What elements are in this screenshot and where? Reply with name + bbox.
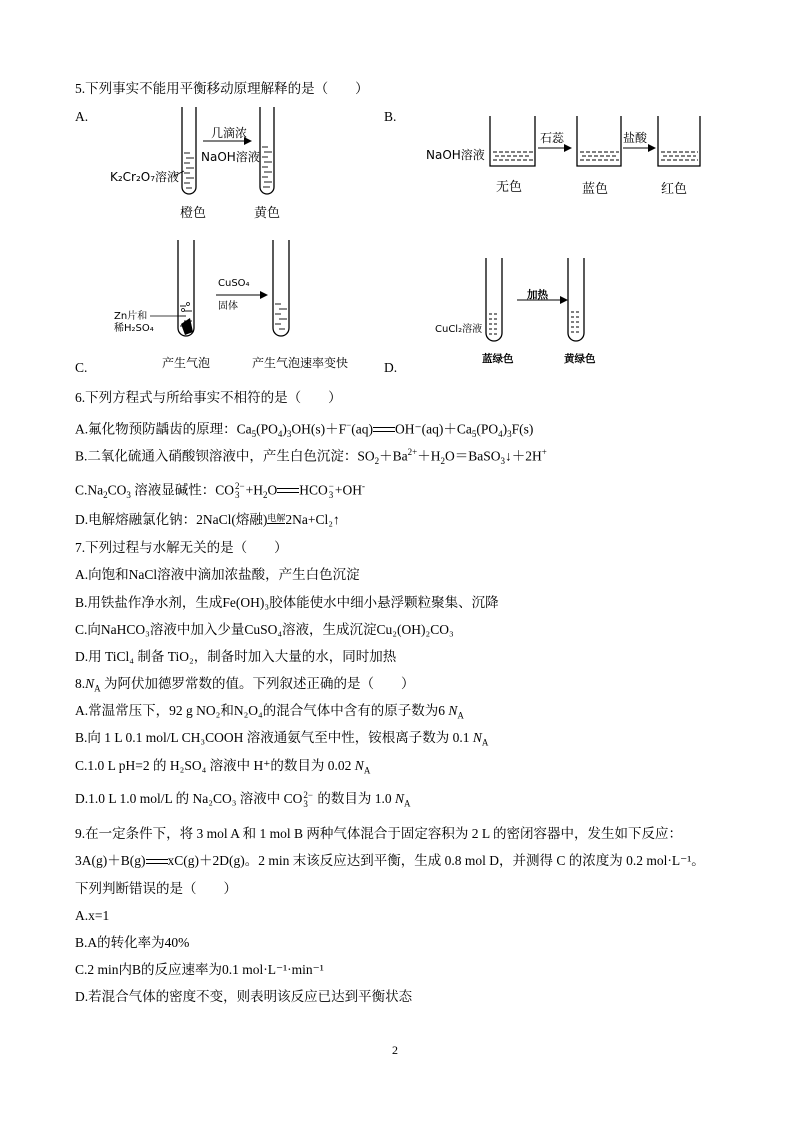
q6-option-b: B.二氧化硫通入硝酸钡溶液中，产生白色沉淀：$SO_2+Ba^{2+}+H_2O=BaSO_3↓+2H^+$ [75,447,547,467]
q5-option-d-label: D. [384,360,398,375]
q8-option-d: D.1.0 L 1.0 mol/L 的 Na₂CO₃ 溶液中 CO 2− 3 的数目为 1.0 $N_A$ [75,789,411,809]
q5-option-a-label: A. [75,109,89,124]
q9-option-b: B.A的转化率为40% [75,935,190,950]
equilibrium-arrow-icon [277,486,299,496]
q5-b-diagram [485,110,700,175]
q5-a-left-color: 橙色 [180,206,207,221]
q5-b-reagent-2: 盐酸 [623,131,648,145]
q5-b-color-1: 无色 [496,180,523,195]
q5-c-reagent-bottom: 固体 [218,301,238,312]
q8-option-a: A.常温常压下，92 g NO₂和N₂O₄的混合气体中含有的原子数为6 $N_A$ [75,703,464,721]
q5-b-color-2: 蓝色 [582,182,609,197]
q5-option-b-label: B. [384,109,397,124]
q5-c-reagent-top: CuSO₄ [218,278,250,289]
q5-c-diagram [150,238,310,343]
q8-option-c: C.1.0 L pH=2 的 H₂SO₄ 溶液中 H⁺的数目为 0.02 $N_A$ [75,758,371,776]
q7-option-d: D.用 TiCl₄ 制备 TiO₂，制备时加入大量的水，同时加热 [75,649,397,664]
q9-line-2: 3A(g)＋B(g) xC(g)＋2D(g)。2 min 末该反应达到平衡，生成 0.8 mol D，并测得 C 的浓度为 0.2 mol·L⁻¹。 [75,853,705,868]
q6-option-a: A.氟化物预防龋齿的原理：$Ca_5(PO_4)_3OH(s)+F^-(aq)$ $OH^-(aq)+Ca_5(PO_4)_3F(s)$ [75,420,534,440]
q5-d-left-color: 蓝绿色 [482,353,514,365]
q7-option-c: C.向NaHCO₃溶液中加入少量CuSO₄溶液，生成沉淀Cu₂(OH)₂CO₃ [75,622,454,637]
q5-b-solution: NaOH溶液 [426,148,485,162]
q6-stem: 6.下列方程式与所给事实不相符的是（ ） [75,390,342,405]
q8-stem: $8.N_A$ 为阿伏加德罗常数的值。下列叙述正确的是（ ） [75,676,415,694]
q5-d-solution: CuCl₂溶液 [435,324,483,335]
q5-stem: 5.下列事实不能用平衡移动原理解释的是（ ） [75,81,369,96]
q5-d-right-color: 黄绿色 [564,353,596,365]
q5-a-reagent-top: 几滴浓 [211,126,248,140]
q9-option-a: A.x=1 [75,908,110,923]
equilibrium-arrow-icon [146,857,168,867]
q6-option-d: D.电解熔融氯化钠：2NaCl(熔融)电解2Na+Cl₂↑ [75,512,340,527]
q9-option-c: C.2 min内B的反应速率为0.1 mol·L⁻¹·min⁻¹ [75,962,324,977]
q5-c-solution-1: Zn片和 [114,311,148,322]
q9-line-3: 下列判断错误的是（ ） [75,881,237,896]
q5-c-right-caption: 产生气泡速率变快 [252,356,349,370]
q5-d-reagent: 加热 [527,289,548,301]
page-number: 2 [392,1043,398,1057]
q7-stem: 7.下列过程与水解无关的是（ ） [75,540,288,555]
q5-a-right-color: 黄色 [254,206,281,221]
q7-option-b: B.用铁盐作净水剂，生成Fe(OH)₃胶体能使水中细小悬浮颗粒聚集、沉降 [75,595,499,610]
q7-option-a: A.向饱和NaCl溶液中滴加浓盐酸，产生白色沉淀 [75,567,360,582]
q9-line-1: 9.在一定条件下，将 3 mol A 和 1 mol B 两种气体混合于固定容积为 2 L 的密闭容器中，发生如下反应： [75,826,683,841]
q5-option-c-label: C. [75,360,88,375]
q5-c-left-caption: 产生气泡 [162,356,211,370]
q5-c-solution-2: 稀H₂SO₄ [114,323,154,334]
q6-option-c: $C.Na_2CO_3$ 溶液显碱性：CO 2− 3 $+H_2O$ HCO − 3 +OH- [75,481,365,501]
q9-option-d: D.若混合气体的密度不变，则表明该反应已达到平衡状态 [75,989,413,1004]
q5-b-reagent-1: 石蕊 [540,131,565,145]
equilibrium-arrow-icon [373,425,395,435]
q5-b-color-3: 红色 [661,182,688,197]
q8-option-b: B.向 1 L 0.1 mol/L CH₃COOH 溶液通氨气至中性，铵根离子数为 0.1 $N_A$ [75,730,489,748]
q5-a-solution: K₂Cr₂O₇溶液 [110,170,180,184]
q5-a-reagent-bottom: NaOH溶液 [201,150,260,164]
